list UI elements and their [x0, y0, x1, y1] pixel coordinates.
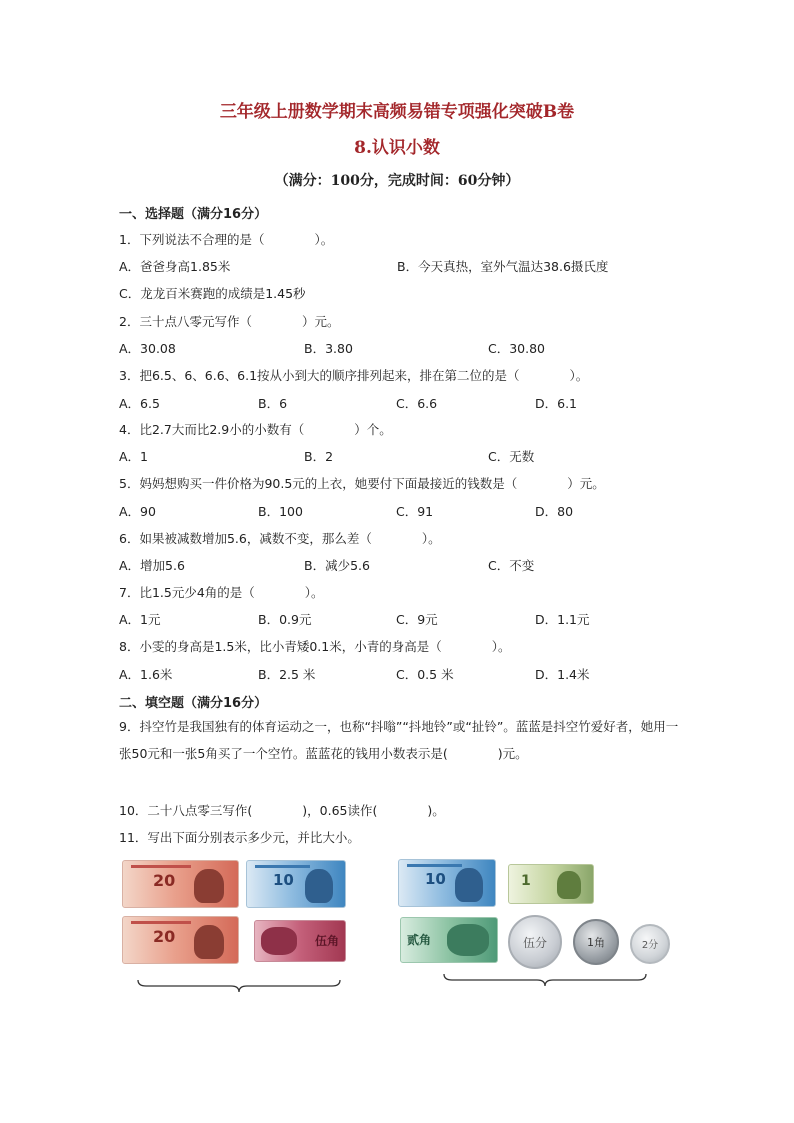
- q7-option-c: C．9元: [396, 612, 438, 627]
- question-5: 5．妈妈想购买一件价格为90.5元的上衣，她要付下面最接近的钱数是（ ）元。: [119, 476, 605, 491]
- banknote-value: 贰角: [407, 933, 432, 947]
- portrait-icon: [455, 868, 483, 902]
- question-9: 9．抖空竹是我国独有的体育运动之一，也称“抖嗡”“抖地铃”或“扯铃”。蓝蓝是抖空竹爱好者，她用一张50元和一张5角买了一个空竹。蓝蓝花的钱用小数表示是( )元。: [119, 719, 679, 761]
- q5-option-d: D．80: [535, 504, 574, 519]
- money-group-left: [122, 860, 347, 990]
- q7-option-d: D．1.1元: [535, 612, 590, 627]
- q2-option-b: B．3.80: [304, 341, 353, 356]
- banknote-5-jiao: [254, 920, 346, 962]
- portrait-icon: [194, 925, 224, 959]
- q6-option-b: B．减少5.6: [304, 558, 370, 573]
- coin-1-jiao: [573, 919, 619, 965]
- q3-option-b: B．6: [258, 396, 288, 411]
- q1-option-b: B．今天真热，室外气温达38.6摄氏度: [397, 259, 609, 274]
- q7-option-b: B．0.9元: [258, 612, 312, 627]
- q2-option-c: C．30.80: [488, 341, 546, 356]
- section-heading-fill: 二、填空题（满分16分）: [119, 696, 268, 711]
- banknote-20-yuan: [122, 916, 239, 964]
- q4-option-b: B．2: [304, 449, 334, 464]
- question-7: 7．比1.5元少4角的是（ ）。: [119, 585, 324, 600]
- figures-icon: [261, 927, 297, 955]
- q6-option-a: A．增加5.6: [119, 558, 185, 573]
- banknote-value: 10: [273, 871, 294, 889]
- portrait-icon: [305, 869, 333, 903]
- q5-option-b: B．100: [258, 504, 303, 519]
- q1-option-a: A．爸爸身高1.85米: [119, 259, 231, 274]
- portrait-icon: [557, 871, 581, 899]
- banknote-value: 20: [153, 871, 176, 890]
- q4-option-c: C．无数: [488, 449, 535, 464]
- banknote-value: 1: [521, 873, 531, 889]
- q7-option-a: A．1元: [119, 612, 161, 627]
- banknote-20-yuan: [122, 860, 239, 908]
- question-4: 4．比2.7大而比2.9小的小数有（ ）个。: [119, 422, 392, 437]
- q3-option-c: C．6.6: [396, 396, 438, 411]
- q3-option-a: A．6.5: [119, 396, 160, 411]
- q1-option-c: C．龙龙百米赛跑的成绩是1.45秒: [119, 286, 306, 301]
- q5-option-a: A．90: [119, 504, 156, 519]
- q2-option-a: A．30.08: [119, 341, 176, 356]
- q4-option-a: A．1: [119, 449, 149, 464]
- question-3: 3．把6.5、6、6.6、6.1按从小到大的顺序排列起来，排在第二位的是（ ）。: [119, 368, 589, 383]
- question-2: 2．三十点八零元写作（ ）元。: [119, 314, 340, 329]
- brace-right: [442, 972, 648, 988]
- portrait-icon: [194, 869, 224, 903]
- question-8: 8．小雯的身高是1.5米，比小青矮0.1米，小青的身高是（ ）。: [119, 639, 511, 654]
- coin-value: 2分: [641, 940, 659, 951]
- coin-5-fen: [508, 915, 562, 969]
- q8-option-b: B．2.5 米: [258, 667, 316, 682]
- worksheet-subtitle: 8.认识小数: [354, 138, 440, 158]
- q5-option-c: C．91: [396, 504, 434, 519]
- money-group-right: [396, 857, 676, 977]
- question-6: 6．如果被减数增加5.6，减数不变，那么差（ ）。: [119, 531, 441, 546]
- banknote-value: 10: [425, 870, 446, 888]
- q8-option-d: D．1.4米: [535, 667, 590, 682]
- q8-option-a: A．1.6米: [119, 667, 173, 682]
- banknote-1-yuan: [508, 864, 594, 904]
- banknote-value: 20: [153, 927, 176, 946]
- figures-icon: [447, 924, 489, 956]
- question-11: 11．写出下面分别表示多少元，并比大小。: [119, 830, 360, 845]
- banknote-10-yuan: [246, 860, 346, 908]
- banknote-10-yuan: [398, 859, 496, 907]
- coin-value: 1角: [587, 936, 605, 949]
- q8-option-c: C．0.5 米: [396, 667, 454, 682]
- brace-left: [136, 978, 342, 994]
- coin-value: 伍分: [522, 936, 547, 950]
- question-10: 10．二十八点零三写作( )，0.65读作( )。: [119, 803, 445, 818]
- q6-option-c: C．不变: [488, 558, 535, 573]
- worksheet-title: 三年级上册数学期末高频易错专项强化突破B卷: [219, 102, 575, 122]
- section-heading-choice: 一、选择题（满分16分）: [119, 207, 268, 222]
- q3-option-d: D．6.1: [535, 396, 578, 411]
- question-1: 1．下列说法不合理的是（ ）。: [119, 232, 334, 247]
- banknote-value: 伍角: [314, 934, 339, 948]
- banknote-2-jiao: [400, 917, 498, 963]
- score-info: （满分：100分，完成时间：60分钟）: [274, 173, 520, 189]
- coin-2-fen: [630, 924, 670, 964]
